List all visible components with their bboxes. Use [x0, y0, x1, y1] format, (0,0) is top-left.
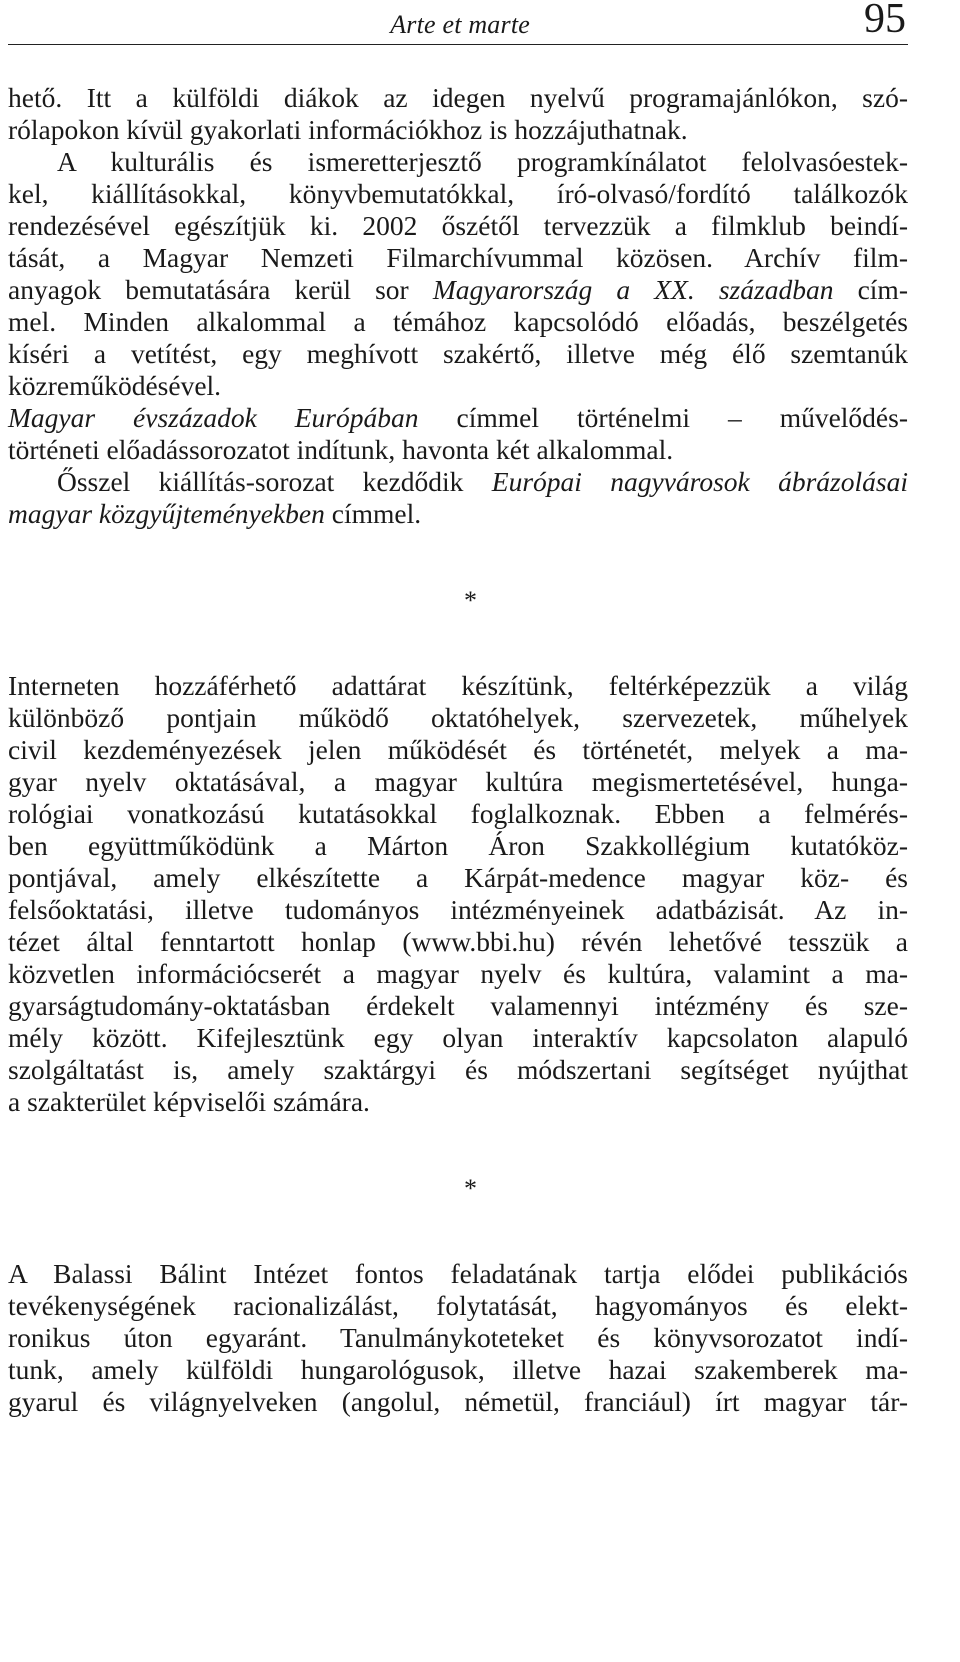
- text-run: mély között. Kifejlesztünk egy olyan interaktív kapcsolaton alapuló: [8, 1022, 908, 1053]
- text-line: [8, 1258, 908, 1290]
- page-body: [8, 82, 908, 1418]
- text-line: [8, 926, 908, 958]
- text-run: ben együttműködünk a Márton Áron Szakkollégium kutatóköz-: [8, 830, 908, 861]
- text-run: tását, a Magyar Nemzeti Filmarchívummal közösen. Archív film-: [8, 242, 908, 273]
- text-line: [8, 1290, 908, 1322]
- text-line: [8, 1354, 908, 1386]
- text-line: [8, 1054, 908, 1086]
- text-line: [8, 370, 908, 402]
- text-run: címmel történelmi – művelődés-: [418, 402, 908, 433]
- running-title: Arte et marte: [390, 10, 530, 39]
- text-run: kíséri a vetítést, egy meghívott szakértő, illetve még élő szemtanúk: [8, 338, 908, 369]
- text-run: közvetlen információcserét a magyar nyelv és kultúra, valamint a ma-: [8, 958, 908, 989]
- text-run: közreműködésével.: [8, 370, 222, 401]
- text-line: [8, 702, 908, 734]
- text-line: [8, 82, 908, 114]
- text-line: [8, 498, 908, 530]
- text-line: [8, 306, 908, 338]
- text-line: [8, 1086, 908, 1118]
- text-run: a szakterület képviselői számára.: [8, 1086, 370, 1117]
- text-run: mel. Minden alkalommal a témához kapcsolódó előadás, beszélgetés: [8, 306, 908, 337]
- text-line: [8, 242, 908, 274]
- text-line: [8, 1322, 908, 1354]
- text-run: cím-: [833, 274, 908, 305]
- italic-title-text: Európai nagyvárosok ábrázolásai: [491, 466, 908, 497]
- text-line: [8, 434, 908, 466]
- text-line: [8, 274, 908, 306]
- text-line: [8, 338, 908, 370]
- text-line: [8, 178, 908, 210]
- text-run: tézet által fenntartott honlap (www.bbi.hu) révén lehetővé tesszük a: [8, 926, 908, 957]
- paragraph-programs: [8, 82, 908, 530]
- text-run: címmel.: [324, 498, 422, 529]
- running-header: [8, 0, 908, 45]
- text-run: A kulturális és ismeretterjesztő programkínálatot felolvasóestek-: [57, 146, 908, 177]
- text-run: felsőoktatási, illetve tudományos intézményeinek adatbázisát. Az in-: [8, 894, 908, 925]
- text-run: gyarul és világnyelveken (angolul, németül, franciául) írt magyar tár-: [8, 1386, 908, 1417]
- text-run: tunk, amely külföldi hungarológusok, illetve hazai szakemberek ma-: [8, 1354, 908, 1385]
- text-run: gyarságtudomány-oktatásban érdekelt valamennyi intézmény és sze-: [8, 990, 908, 1021]
- text-run: tevékenységének racionalizálást, folytatását, hagyományos és elekt-: [8, 1290, 908, 1321]
- section-separator: *: [464, 586, 477, 615]
- text-line: [8, 894, 908, 926]
- paragraph-database: [8, 670, 908, 1118]
- text-run: különböző pontjain működő oktatóhelyek, szervezetek, műhelyek: [8, 702, 908, 733]
- paragraph-publications: [8, 1258, 908, 1418]
- text-run: szolgáltatást is, amely szaktárgyi és módszertani segítséget nyújthat: [8, 1054, 908, 1085]
- text-line: [8, 146, 908, 178]
- text-run: anyagok bemutatására kerül sor: [8, 274, 433, 305]
- text-line: [8, 1386, 908, 1418]
- text-run: rólapokon kívül gyakorlati információkhoz is hozzájuthatnak.: [8, 114, 688, 145]
- text-line: [8, 798, 908, 830]
- text-run: rendezésével egészítjük ki. 2002 őszétől tervezzük a filmklub beindí-: [8, 210, 908, 241]
- text-run: A Balassi Bálint Intézet fontos feladatának tartja elődei publikációs: [8, 1258, 908, 1289]
- text-line: [8, 766, 908, 798]
- text-line: [8, 114, 908, 146]
- text-run: hető. Itt a külföldi diákok az idegen nyelvű programajánlókon, szó-: [8, 82, 908, 113]
- text-line: [8, 830, 908, 862]
- text-run: pontjával, amely elkészítette a Kárpát-medence magyar köz- és: [8, 862, 908, 893]
- text-line: [8, 670, 908, 702]
- italic-title-text: Magyar évszázadok Európában: [8, 402, 419, 433]
- italic-title-text: Magyarország a XX. században: [432, 274, 834, 305]
- section-separator: *: [464, 1174, 477, 1203]
- text-line: [8, 990, 908, 1022]
- page-number: 95: [864, 0, 906, 42]
- text-run: gyar nyelv oktatásával, a magyar kultúra megismertetésével, hunga-: [8, 766, 908, 797]
- text-run: rológiai vonatkozású kutatásokkal foglalkoznak. Ebben a felmérés-: [8, 798, 908, 829]
- text-line: [8, 734, 908, 766]
- text-line: [8, 1022, 908, 1054]
- text-run: ronikus úton egyaránt. Tanulmánykoteteket és könyvsorozatot indí-: [8, 1322, 908, 1353]
- text-run: kel, kiállításokkal, könyvbemutatókkal, író-olvasó/fordító találkozók: [8, 178, 908, 209]
- italic-title-text: magyar közgyűjteményekben: [8, 498, 325, 529]
- text-line: [8, 402, 908, 434]
- text-run: civil kezdeményezések jelen működését és történetét, melyek a ma-: [8, 734, 908, 765]
- text-run: Interneten hozzáférhető adattárat készítünk, feltérképezzük a világ: [8, 670, 908, 701]
- text-run: Ősszel kiállítás-sorozat kezdődik: [57, 466, 492, 497]
- text-run: történeti előadássorozatot indítunk, havonta két alkalommal.: [8, 434, 674, 465]
- text-line: [8, 466, 908, 498]
- text-line: [8, 210, 908, 242]
- text-line: [8, 862, 908, 894]
- text-line: [8, 958, 908, 990]
